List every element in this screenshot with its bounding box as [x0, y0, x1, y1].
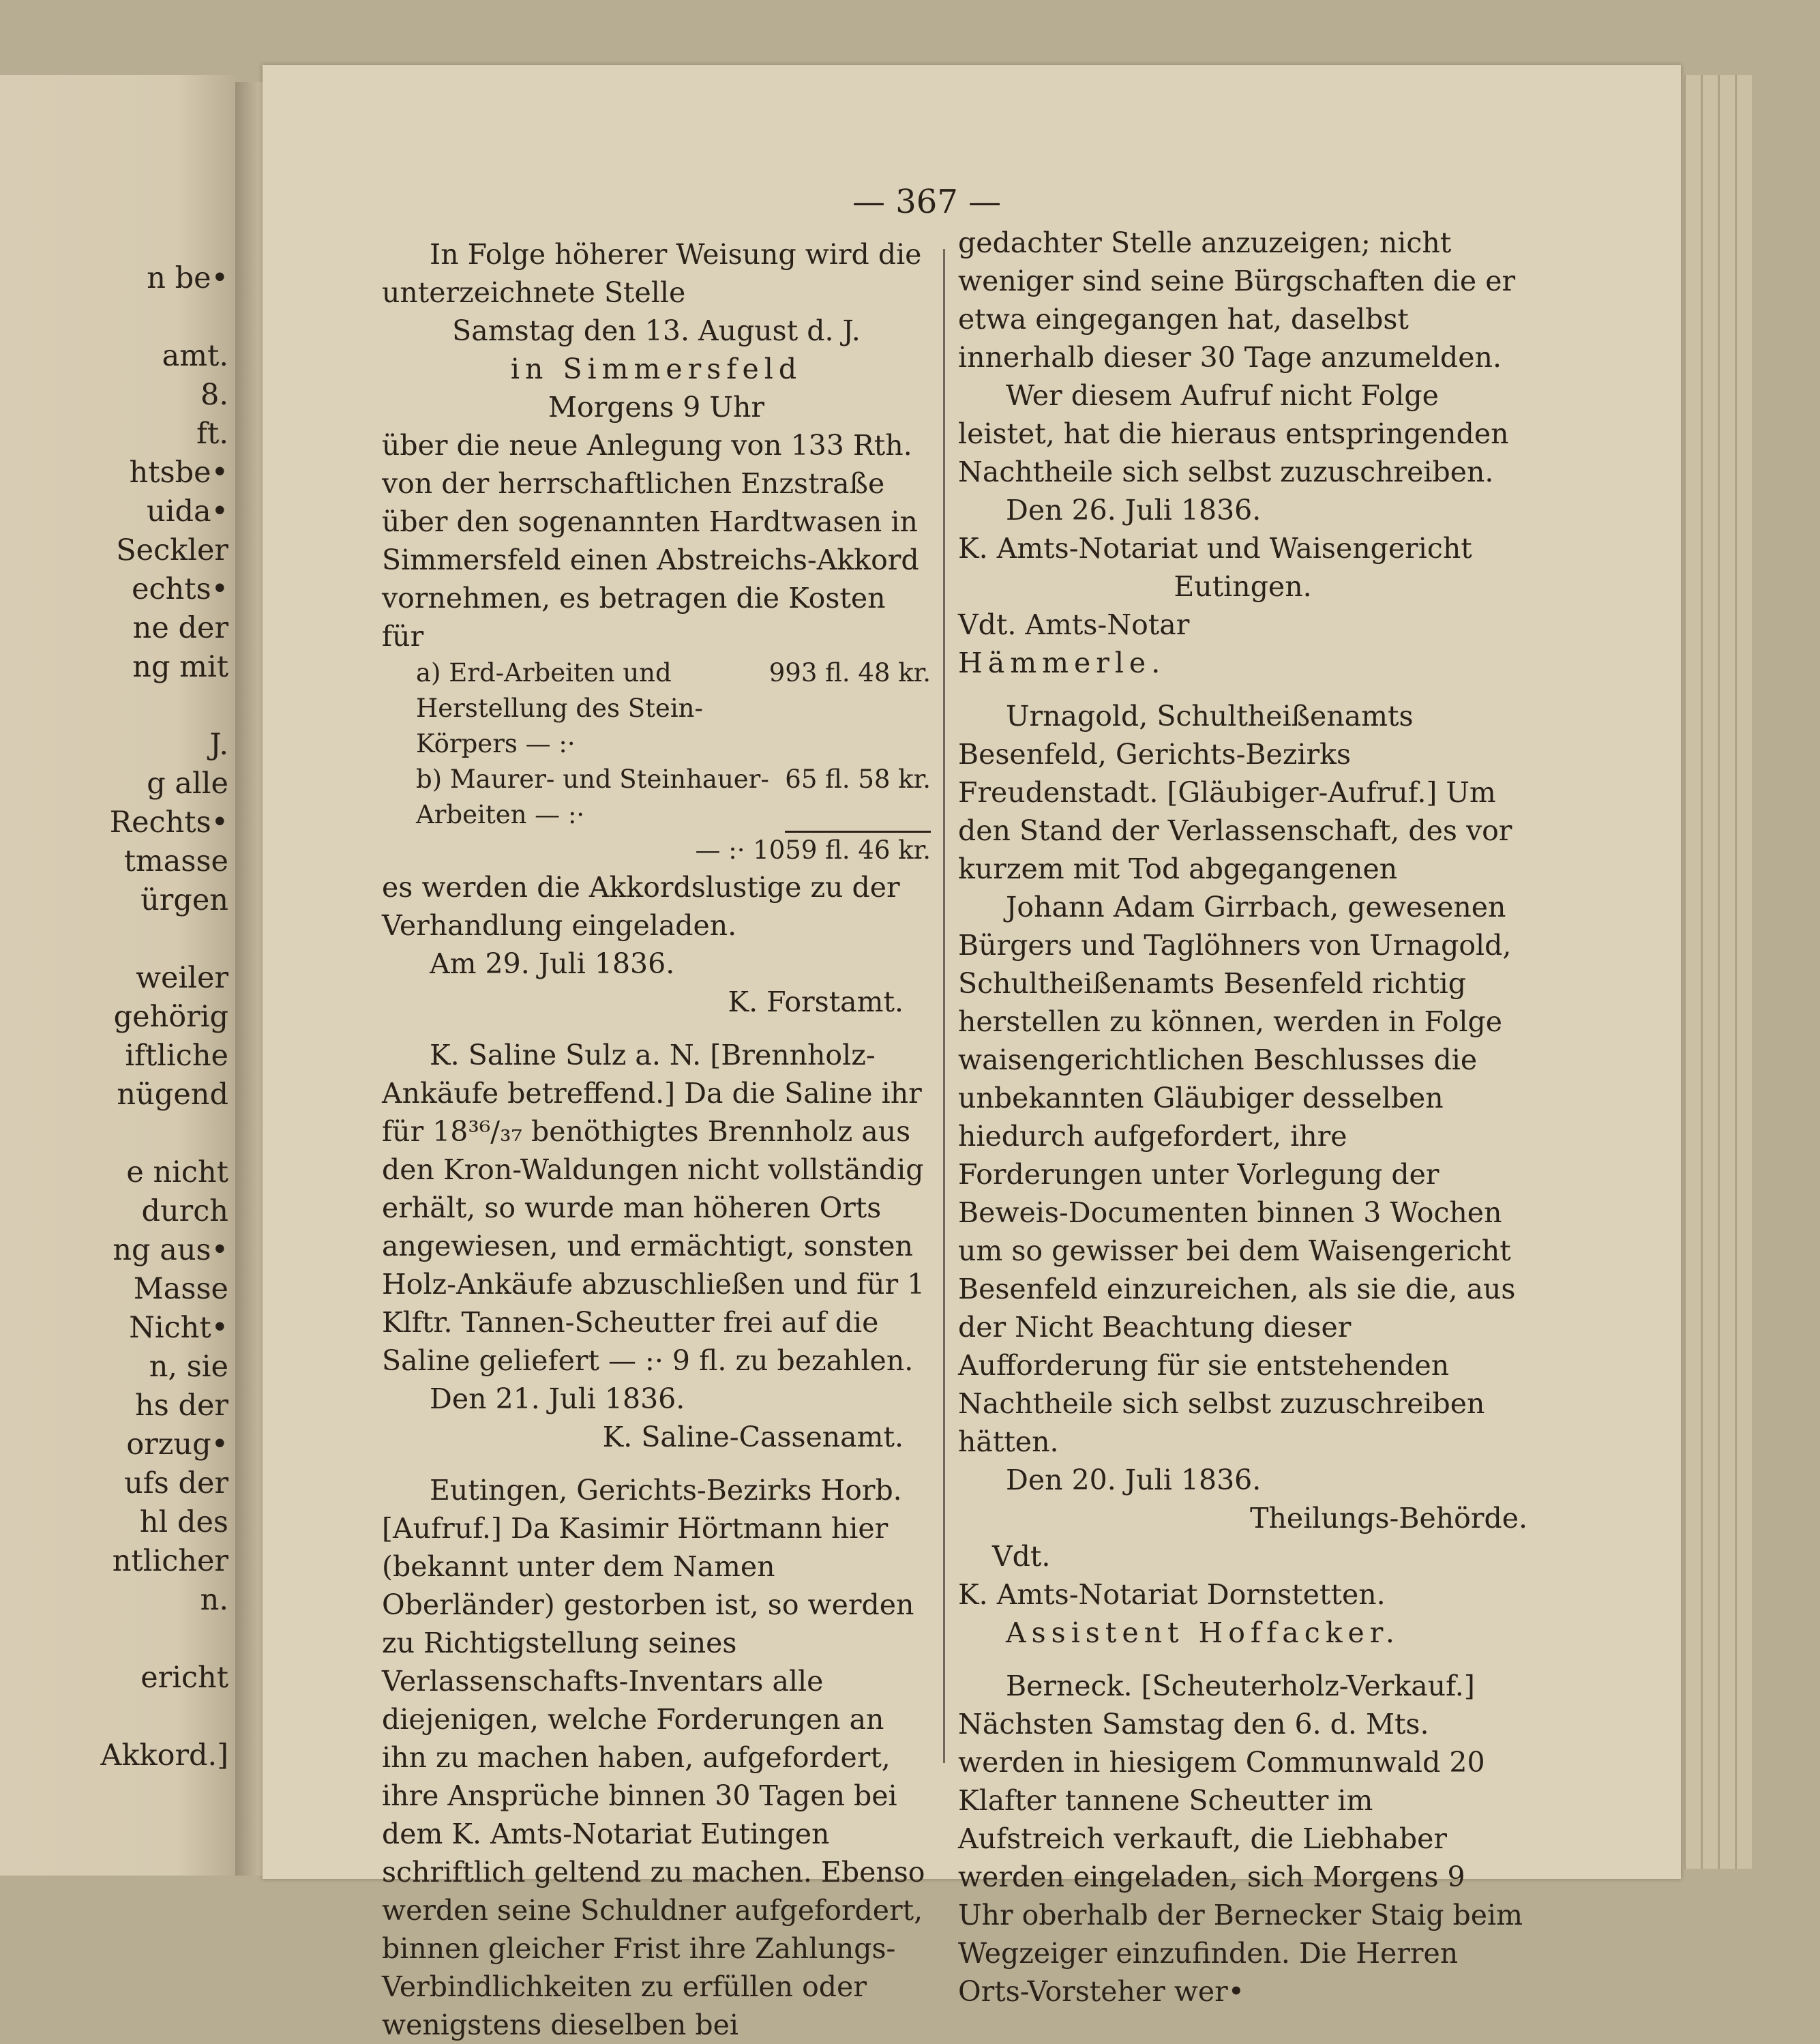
urnagold-dateline: Den 20. Juli 1836. — [1006, 1464, 1262, 1496]
left-page — [0, 75, 235, 1876]
page-edge — [1684, 75, 1701, 1869]
forstamt-closing: es werden die Akkordslustige zu der Verhandlung eingeladen. — [382, 871, 900, 942]
cost-item-a-amount: 993 fl. 48 kr. — [769, 658, 931, 687]
saline-signature: K. Saline-Cassenamt. — [602, 1421, 904, 1453]
forstamt-place: in Simmersfeld — [510, 353, 803, 385]
forstamt-time: Morgens 9 Uhr — [548, 391, 764, 424]
page-edge — [1701, 75, 1718, 1869]
eutingen-continued: gedachter Stelle anzuzeigen; nicht weniger sind seine Bürgschaften die er etwa eingegangen hat, daselbst innerhalb dieser 30 Tage anzumelden. — [958, 226, 1516, 374]
eutingen-vdt: Vdt. Amts-Notar — [958, 608, 1190, 641]
eutingen-dateline: Den 26. Juli 1836. — [1006, 494, 1262, 527]
page-number: — 367 — — [852, 183, 1002, 221]
eutingen-body: Eutingen, Gerichts-Bezirks Horb. [Aufruf.] Da Kasimir Hörtmann hier (bekannt unter dem Namen Oberländer) gestorben ist, so werden zu Richtigstellung seines Verlassenschafts-Inventars alle diejenigen, welche Forderungen an ihn zu machen haben, aufgefordert, ihre Ansprüche binnen 30 Tagen bei dem K. Amts-Notariat Eutingen schriftlich geltend zu machen. Ebenso werden seine Schuldner aufgefordert, binnen gleicher Frist ihre Zahlungs-Verbindlichkeiten zu erfüllen oder wenigstens dieselben bei — [382, 1474, 925, 2041]
forstamt-body: über die neue Anlegung von 133 Rth. von der herrschaftlichen Enzstraße über den sogenannten Hardtwasen in Simmersfeld einen Abstreichs-Akkord vornehmen, es betragen die Kosten für — [382, 429, 919, 653]
cost-total: — :· 1059 fl. 46 kr. — [695, 835, 931, 865]
left-page-fragments: n be• amt. 8. ft. htsbe• uida• Seckler echts• ne der ng mit J. g alle Rechts• tmasse ürgen weiler gehörig iftliche nügend e nicht durch ng aus• Masse Nicht• n, sie hs der orzug• ufs der hl des ntlicher n. ericht Akkord.] — [100, 261, 228, 1773]
eutingen-warning: Wer diesem Aufruf nicht Folge leistet, hat die hieraus entspringenden Nachtheile sich selbst zuzuschreiben. — [958, 379, 1509, 488]
saline-dateline: Den 21. Juli 1836. — [430, 1382, 685, 1415]
cost-item-b-amount: 65 fl. 58 kr. — [785, 762, 931, 833]
eutingen-signature: K. Amts-Notariat und Waisengericht — [958, 532, 1472, 565]
urnagold-authority: Theilungs-Behörde. — [1250, 1502, 1527, 1535]
urnagold-vdt: Vdt. — [992, 1540, 1051, 1573]
cost-item-a — [382, 655, 931, 762]
saline-body: K. Saline Sulz a. N. [Brennholz-Ankäufe betreffend.] Da die Saline ihr für 18³⁶/₃₇ benöthigtes Brennholz aus den Kron-Waldungen nicht vollständig erhält, so wurde man höheren Orts angewiesen, und ermächtigt, sonsten Holz-Ankäufe abzuschließen und für 1 Klftr. Tannen-Scheutter frei auf die Saline geliefert — :· 9 fl. zu bezahlen. — [382, 1039, 925, 1377]
urnagold-notary: K. Amts-Notariat Dornstetten. — [958, 1578, 1386, 1611]
cost-item-a-label: a) Erd-Arbeiten und Herstellung des Stein-Körpers — :· — [416, 658, 703, 758]
forstamt-signature: K. Forstamt. — [728, 986, 904, 1018]
urnagold-body: Urnagold, Schultheißenamts Besenfeld, Gerichts-Bezirks Freudenstadt. [Gläubiger-Aufruf.] Um den Stand der Verlassenschaft, des vor kurzem mit Tod abgegangenen — [958, 700, 1512, 885]
page-edge — [1735, 75, 1752, 1869]
eutingen-signature-place: Eutingen. — [1174, 570, 1312, 603]
urnagold-person: Johann Adam Girrbach, gewesenen Bürgers und Taglöhners von Urnagold, Schultheißenamts Besenfeld richtig herstellen zu können, werden in Folge waisengerichtlichen Beschlusses die unbekannten Gläubiger desselben hiedurch aufgefordert, ihre Forderungen unter Vorlegung der Beweis-Documenten binnen 3 Wochen um so gewisser bei dem Waisengericht Besenfeld einzureichen, als sie die, aus der Nicht Beachtung dieser Aufforderung für sie entstehenden Nachtheile sich selbst zuzuschreiben hätten. — [958, 891, 1516, 1458]
forstamt-date: Samstag den 13. August d. J. — [452, 314, 861, 347]
column-divider — [943, 249, 945, 1763]
cost-item-b-label: b) Maurer- und Steinhauer-Arbeiten — :· — [416, 765, 769, 829]
right-column — [958, 224, 1527, 2011]
berneck-body: Berneck. [Scheuterholz-Verkauf.] Nächsten Samstag den 6. d. Mts. werden in hiesigem Communwald 20 Klafter tannene Scheutter im Aufstreich verkauft, die Liebhaber werden eingeladen, sich Morgens 9 Uhr oberhalb der Bernecker Staig beim Wegzeiger einzufinden. Die Herren Orts-Vorsteher wer• — [958, 1670, 1523, 2008]
forstamt-intro: In Folge höherer Weisung wird die unterzeichnete Stelle — [382, 238, 922, 309]
book-gutter — [235, 82, 263, 1876]
urnagold-assistant: Assistent Hoffacker. — [1006, 1616, 1400, 1649]
cost-item-b — [382, 762, 931, 833]
eutingen-vdt-name: Hämmerle. — [958, 647, 1166, 679]
page-edge — [1718, 75, 1735, 1869]
left-column — [382, 235, 931, 2044]
forstamt-dateline: Am 29. Juli 1836. — [430, 947, 675, 980]
